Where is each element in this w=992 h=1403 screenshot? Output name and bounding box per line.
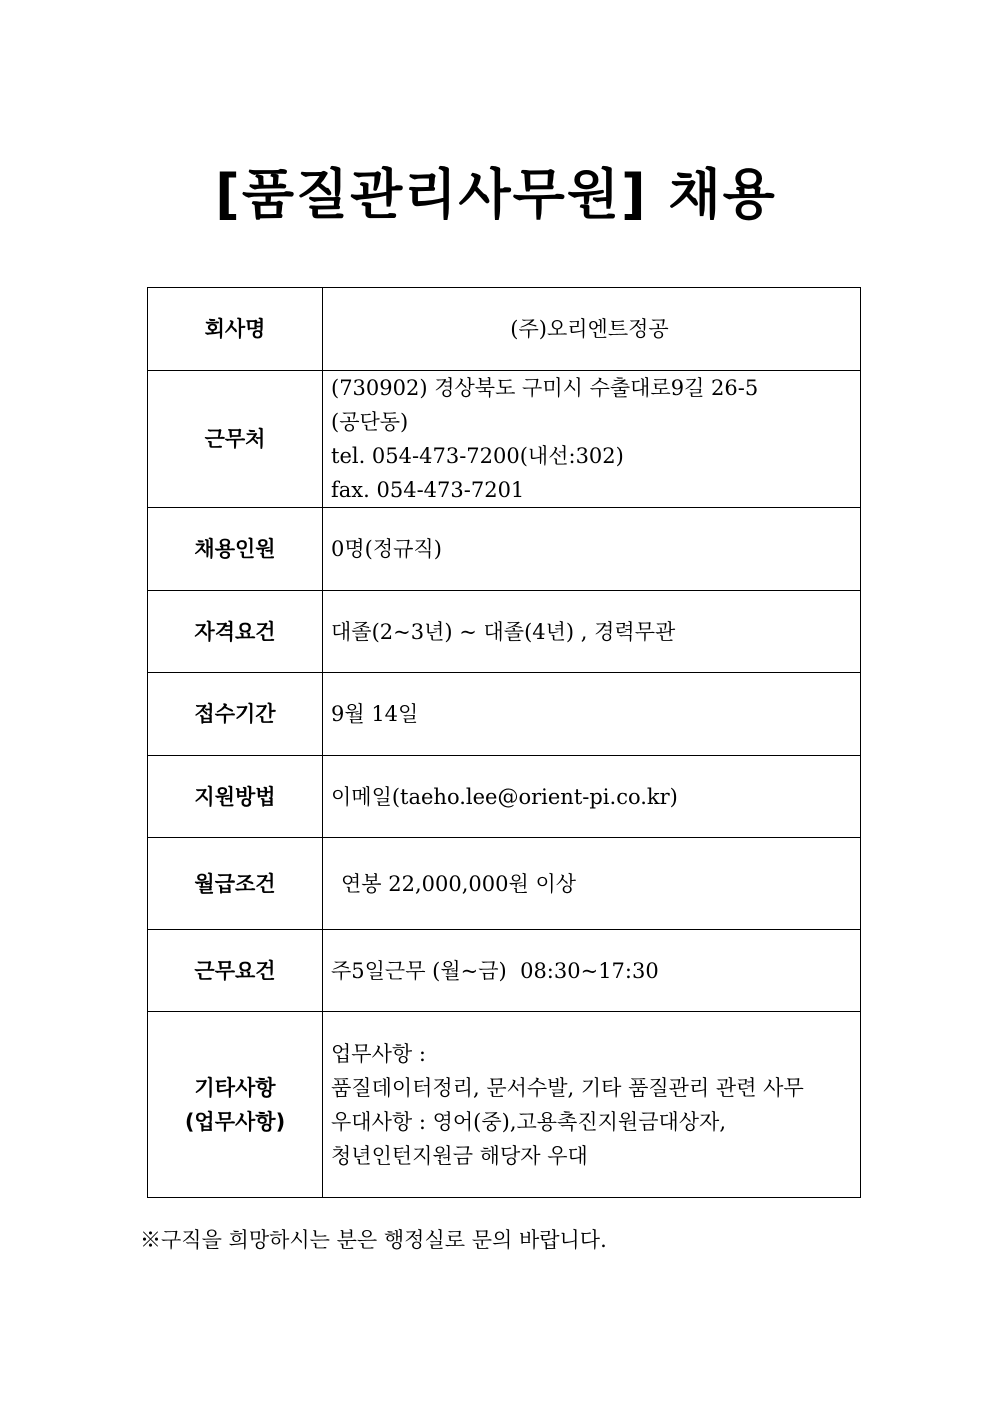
- table-row-other: [148, 1012, 861, 1198]
- label-method: 지원방법: [148, 756, 323, 838]
- workplace-fax: fax. 054-473-7201: [331, 478, 525, 502]
- label-period: 접수기간: [148, 673, 323, 756]
- footnote: ※구직을 희망하시는 분은 행정실로 문의 바랍니다.: [140, 1228, 607, 1252]
- value-headcount: 0명(정규직): [323, 508, 861, 591]
- table-row-headcount: [148, 508, 861, 591]
- other-preference: 우대사항 : 영어(중),고용촉진지원금대상자,: [331, 1109, 727, 1134]
- label-company: 회사명: [148, 288, 323, 371]
- workplace-tel: tel. 054-473-7200(내선:302): [331, 444, 624, 468]
- other-duties-detail: 품질데이터정리, 문서수발, 기타 품질관리 관련 사무: [331, 1075, 804, 1100]
- table-row-workplace: [148, 371, 861, 508]
- value-qualification: 대졸(2~3년) ~ 대졸(4년) , 경력무관: [323, 591, 861, 673]
- other-preference-cont: 청년인턴지원금 해당자 우대: [331, 1143, 588, 1168]
- label-other-line1: 기타사항: [194, 1075, 276, 1100]
- label-other: [148, 1012, 323, 1198]
- table-row-salary: [148, 838, 861, 930]
- value-hours: 주5일근무 (월~금) 08:30~17:30: [323, 930, 861, 1012]
- label-salary: 월급조건: [148, 838, 323, 930]
- workplace-district: (공단동): [331, 410, 409, 434]
- value-method: 이메일(taeho.lee@orient-pi.co.kr): [323, 756, 861, 838]
- value-period: 9월 14일: [323, 673, 861, 756]
- document-title: [품질관리사무원] 채용: [215, 163, 777, 226]
- other-duties-heading: 업무사항 :: [331, 1041, 426, 1066]
- label-other-line2: (업무사항): [184, 1109, 286, 1134]
- job-posting-table: [147, 287, 861, 1198]
- label-hours: 근무요건: [148, 930, 323, 1012]
- table-row-method: [148, 756, 861, 838]
- table-row-company: [148, 288, 861, 371]
- label-headcount: 채용인원: [148, 508, 323, 591]
- table-row-period: [148, 673, 861, 756]
- value-company: (주)오리엔트정공: [323, 288, 861, 371]
- value-salary: 연봉 22,000,000원 이상: [323, 838, 861, 930]
- value-workplace: [323, 371, 861, 508]
- table-row-hours: [148, 930, 861, 1012]
- label-workplace: 근무처: [148, 371, 323, 508]
- label-qualification: 자격요건: [148, 591, 323, 673]
- workplace-address: (730902) 경상북도 구미시 수출대로9길 26-5: [331, 376, 759, 400]
- table-row-qualification: [148, 591, 861, 673]
- value-other: [323, 1012, 861, 1198]
